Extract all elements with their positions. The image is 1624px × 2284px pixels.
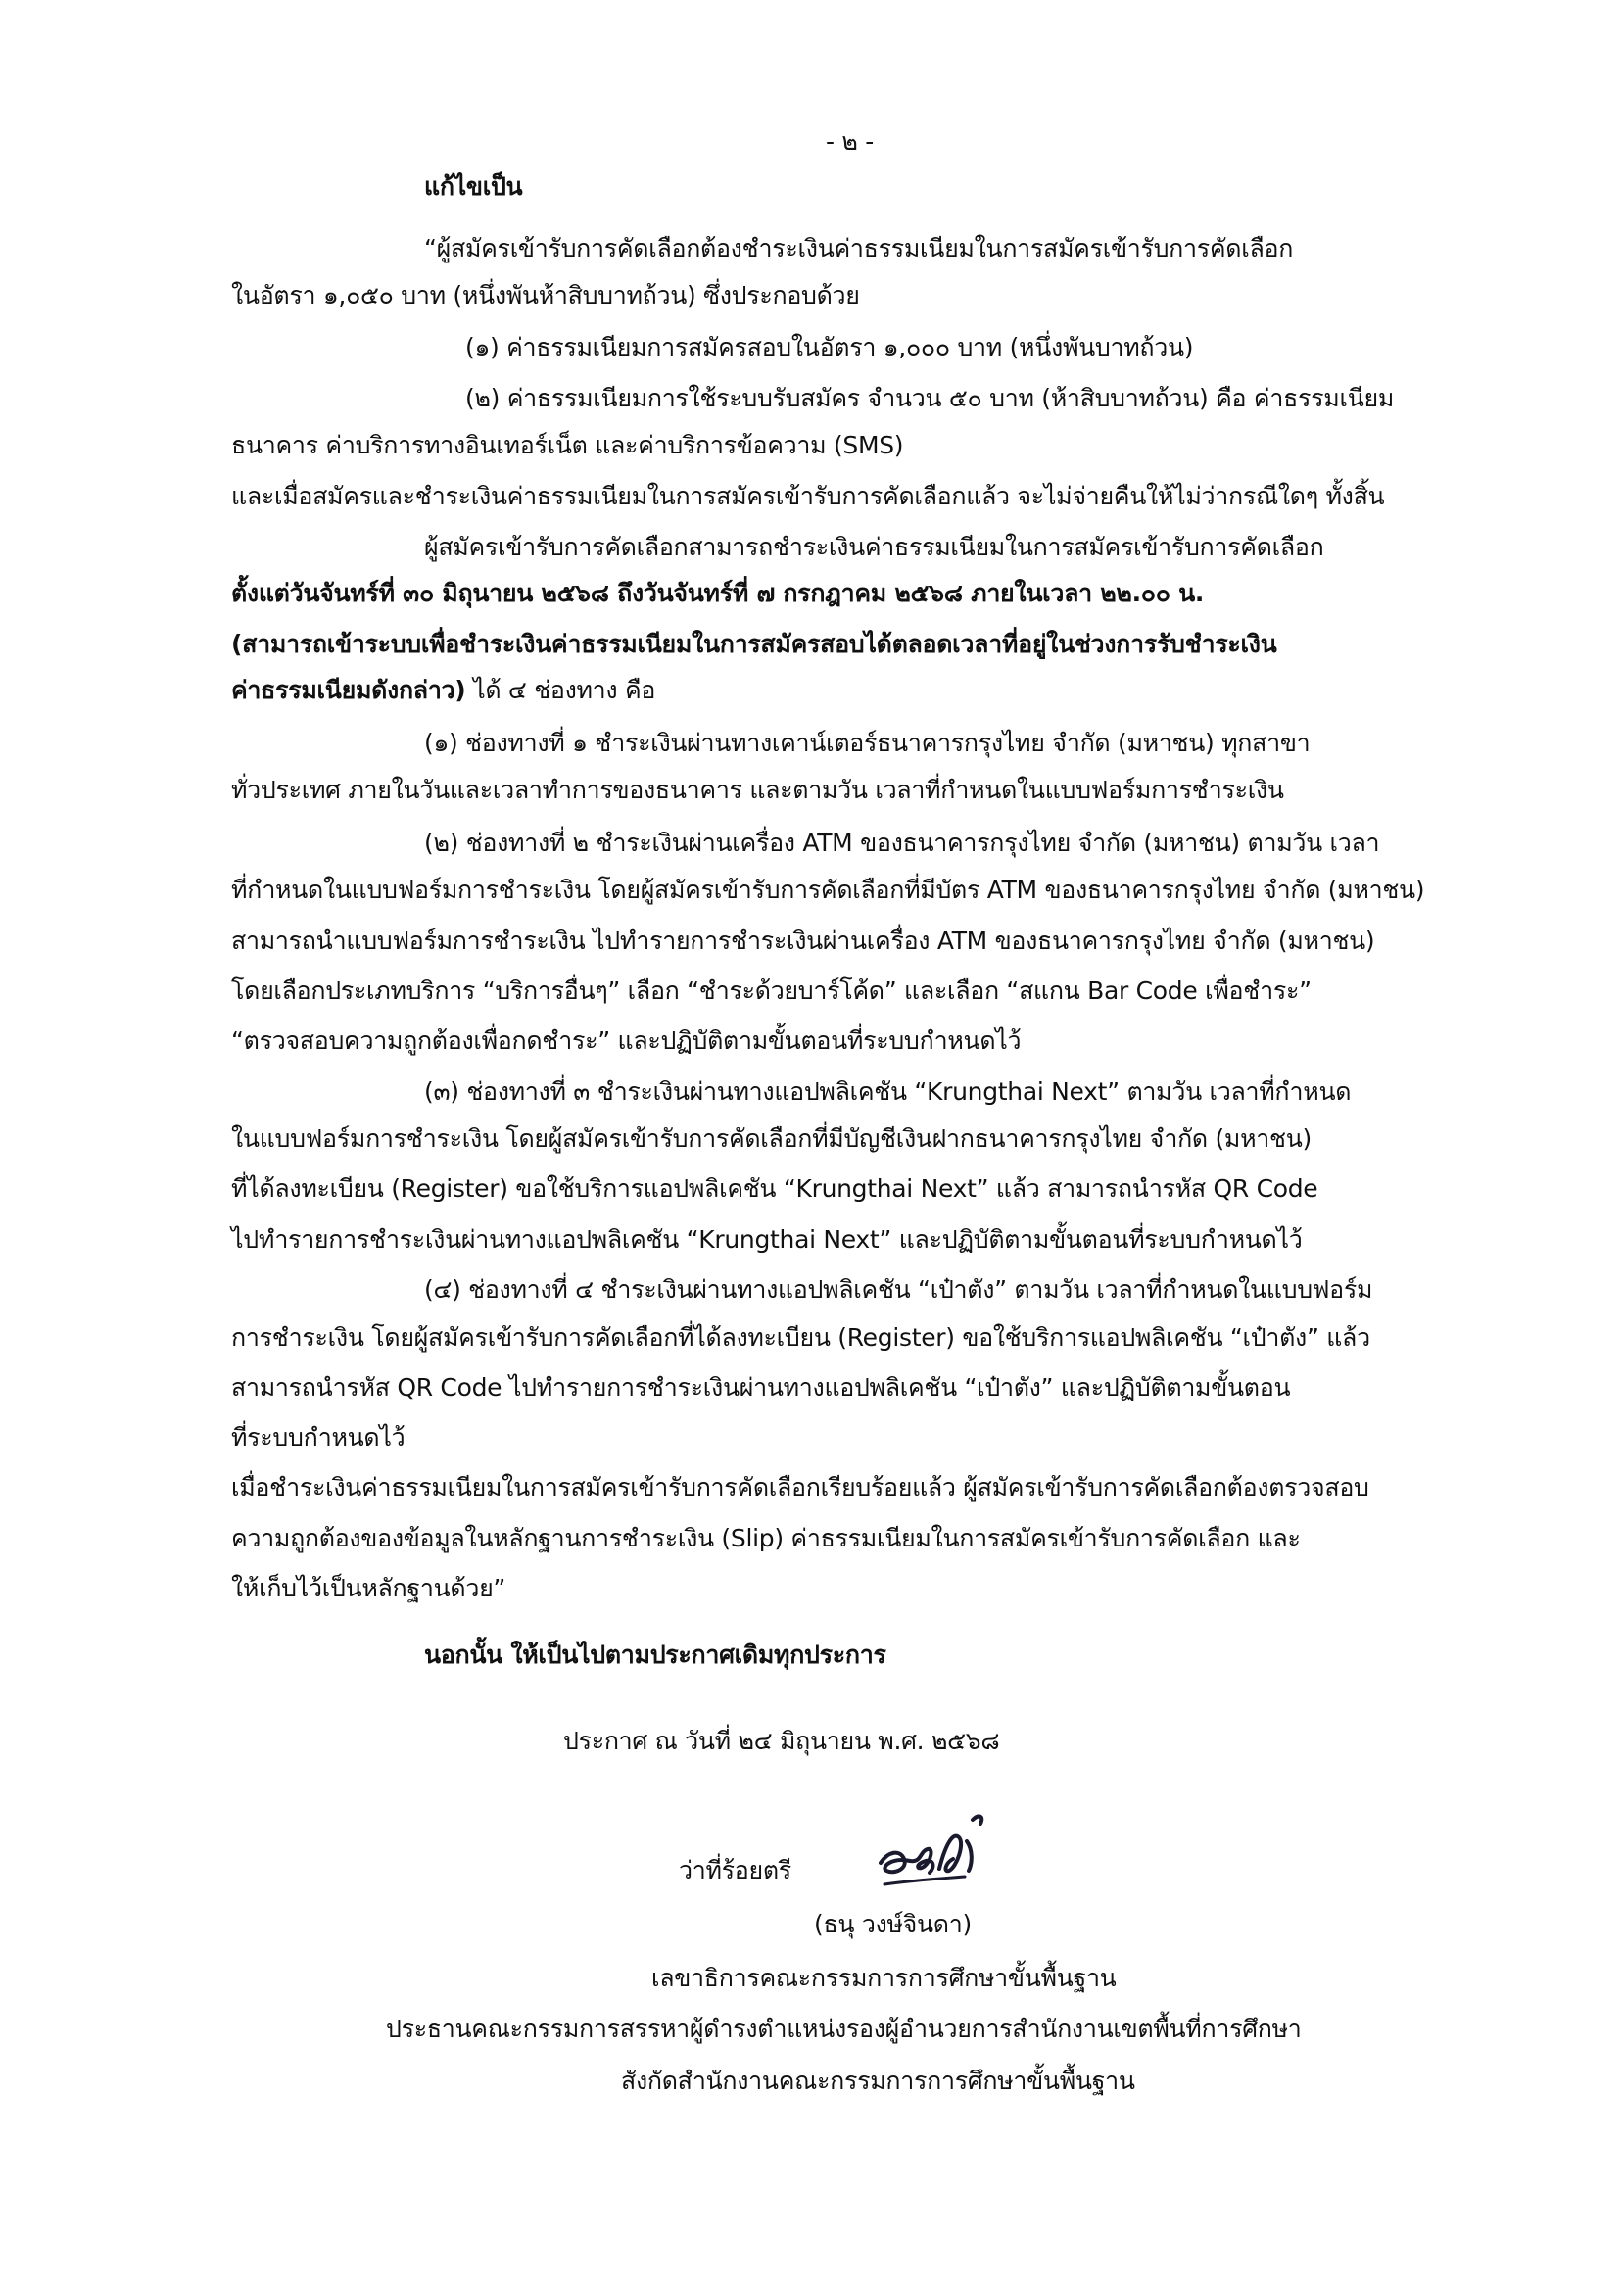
channel-4-line: (๔) ช่องทางที่ ๔ ชำระเงินผ่านทางแอปพลิเคชัน “เป๋าตัง” ตามวัน เวลาที่กำหนดในแบบฟอร์ม xyxy=(424,1275,1373,1304)
signer-title: ประธานคณะกรรมการสรรหาผู้ดำรงตำแหน่งรองผู้อำนวยการสำนักงานเขตพื้นที่การศึกษา xyxy=(386,2015,1302,2043)
signer-title: สังกัดสำนักงานคณะกรรมการการศึกษาขั้นพื้นฐาน xyxy=(621,2067,1135,2095)
channel-2-line: (๒) ช่องทางที่ ๒ ชำระเงินผ่านเครื่อง ATM ของธนาคารกรุงไทย จำกัด (มหาชน) ตามวัน เวลา xyxy=(424,829,1380,857)
page-number: - ๒ - xyxy=(826,127,874,156)
channel-2-line: โดยเลือกประเภทบริการ “บริการอื่นๆ” เลือก “ชำระด้วยบาร์โค้ด” และเลือก “สแกน Bar Code เพื่อชำระ” xyxy=(231,976,1312,1005)
channel-2-line: “ตรวจสอบความถูกต้องเพื่อกดชำระ” และปฏิบัติตามขั้นตอนที่ระบบกำหนดไว้ xyxy=(231,1026,1022,1055)
channel-1-line: ทั่วประเทศ ภายในวันและเวลาทำการของธนาคาร และตามวัน เวลาที่กำหนดในแบบฟอร์มการชำระเงิน xyxy=(231,776,1284,804)
signer-rank: ว่าที่ร้อยตรี xyxy=(679,1856,791,1884)
fee-item: (๒) ค่าธรรมเนียมการใช้ระบบรับสมัคร จำนวน ๕๐ บาท (ห้าสิบบาทถ้วน) คือ ค่าธรรมเนียม xyxy=(465,384,1395,412)
closing-statement: นอกนั้น ให้เป็นไปตามประกาศเดิมทุกประการ xyxy=(424,1641,886,1669)
signer-title: เลขาธิการคณะกรรมการการศึกษาขั้นพื้นฐาน xyxy=(651,1964,1117,1992)
after-payment-line: ให้เก็บไว้เป็นหลักฐานด้วย” xyxy=(231,1574,506,1602)
no-refund-line: และเมื่อสมัครและชำระเงินค่าธรรมเนียมในการสมัครเข้ารับการคัดเลือกแล้ว จะไม่จ่ายคืนให้ไม่ว่ากรณีใดๆ ทั้งสิ้น xyxy=(231,482,1385,510)
payment-period-channels-count: ได้ ๔ ช่องทาง คือ xyxy=(465,676,656,704)
fee-paragraph-line: ในอัตรา ๑,๐๕๐ บาท (หนึ่งพันห้าสิบบาทถ้วน) ซึ่งประกอบด้วย xyxy=(231,281,860,309)
handwritten-signature xyxy=(871,1812,1018,1900)
channel-3-line: ในแบบฟอร์มการชำระเงิน โดยผู้สมัครเข้ารับการคัดเลือกที่มีบัญชีเงินฝากธนาคารกรุงไทย จำกัด (มหาชน) xyxy=(231,1124,1312,1153)
channel-4-line: การชำระเงิน โดยผู้สมัครเข้ารับการคัดเลือกที่ได้ลงทะเบียน (Register) ขอใช้บริการแอปพลิเคชัน “เป๋าตัง” แล้ว xyxy=(231,1323,1370,1352)
announcement-date: ประกาศ ณ วันที่ ๒๔ มิถุนายน พ.ศ. ๒๕๖๘ xyxy=(563,1727,1000,1755)
fee-paragraph-line: “ผู้สมัครเข้ารับการคัดเลือกต้องชำระเงินค่าธรรมเนียมในการสมัครเข้ารับการคัดเลือก xyxy=(424,234,1294,262)
fee-item: (๑) ค่าธรรมเนียมการสมัครสอบในอัตรา ๑,๐๐๐ บาท (หนึ่งพันบาทถ้วน) xyxy=(465,333,1194,361)
payment-period-intro: ผู้สมัครเข้ารับการคัดเลือกสามารถชำระเงินค่าธรรมเนียมในการสมัครเข้ารับการคัดเลือก xyxy=(424,533,1324,561)
after-payment-line: เมื่อชำระเงินค่าธรรมเนียมในการสมัครเข้ารับการคัดเลือกเรียบร้อยแล้ว ผู้สมัครเข้ารับการคัดเลือกต้องตรวจสอบ xyxy=(231,1473,1369,1501)
channel-1-line: (๑) ช่องทางที่ ๑ ชำระเงินผ่านทางเคาน์เตอร์ธนาคารกรุงไทย จำกัด (มหาชน) ทุกสาขา xyxy=(424,729,1311,757)
payment-period-note-end xyxy=(231,676,655,705)
payment-period-note: (สามารถเข้าระบบเพื่อชำระเงินค่าธรรมเนียมในการสมัครสอบได้ตลอดเวลาที่อยู่ในช่วงการรับชำระเงิน xyxy=(231,630,1277,658)
channel-4-line: สามารถนำรหัส QR Code ไปทำรายการชำระเงินผ่านทางแอปพลิเคชัน “เป๋าตัง” และปฏิบัติตามขั้นตอน xyxy=(231,1373,1291,1402)
channel-4-line: ที่ระบบกำหนดไว้ xyxy=(231,1423,406,1451)
payment-period-dates: ตั้งแต่วันจันทร์ที่ ๓๐ มิถุนายน ๒๕๖๘ ถึงวันจันทร์ที่ ๗ กรกฎาคม ๒๕๖๘ ภายในเวลา ๒๒.๐๐ น. xyxy=(231,579,1205,607)
payment-period-note-bold: ค่าธรรมเนียมดังกล่าว) xyxy=(231,676,466,704)
fee-item: ธนาคาร ค่าบริการทางอินเทอร์เน็ต และค่าบริการข้อความ (SMS) xyxy=(231,431,904,459)
channel-3-line: ที่ได้ลงทะเบียน (Register) ขอใช้บริการแอปพลิเคชัน “Krungthai Next” แล้ว สามารถนำรหัส QR Code xyxy=(231,1174,1318,1203)
amendment-heading: แก้ไขเป็น xyxy=(424,172,523,201)
channel-3-line: (๓) ช่องทางที่ ๓ ชำระเงินผ่านทางแอปพลิเคชัน “Krungthai Next” ตามวัน เวลาที่กำหนด xyxy=(424,1077,1352,1106)
channel-2-line: ที่กำหนดในแบบฟอร์มการชำระเงิน โดยผู้สมัครเข้ารับการคัดเลือกที่มีบัตร ATM ของธนาคารกรุงไทย จำกัด (มหาชน) xyxy=(231,876,1425,904)
after-payment-line: ความถูกต้องของข้อมูลในหลักฐานการชำระเงิน (Slip) ค่าธรรมเนียมในการสมัครเข้ารับการคัดเลือก และ xyxy=(231,1524,1301,1552)
signer-name: (ธนุ วงษ์จินดา) xyxy=(814,1910,972,1938)
channel-2-line: สามารถนำแบบฟอร์มการชำระเงิน ไปทำรายการชำระเงินผ่านเครื่อง ATM ของธนาคารกรุงไทย จำกัด (มหาชน) xyxy=(231,927,1375,955)
channel-3-line: ไปทำรายการชำระเงินผ่านทางแอปพลิเคชัน “Krungthai Next” และปฏิบัติตามขั้นตอนที่ระบบกำหนดไว้ xyxy=(231,1225,1303,1254)
